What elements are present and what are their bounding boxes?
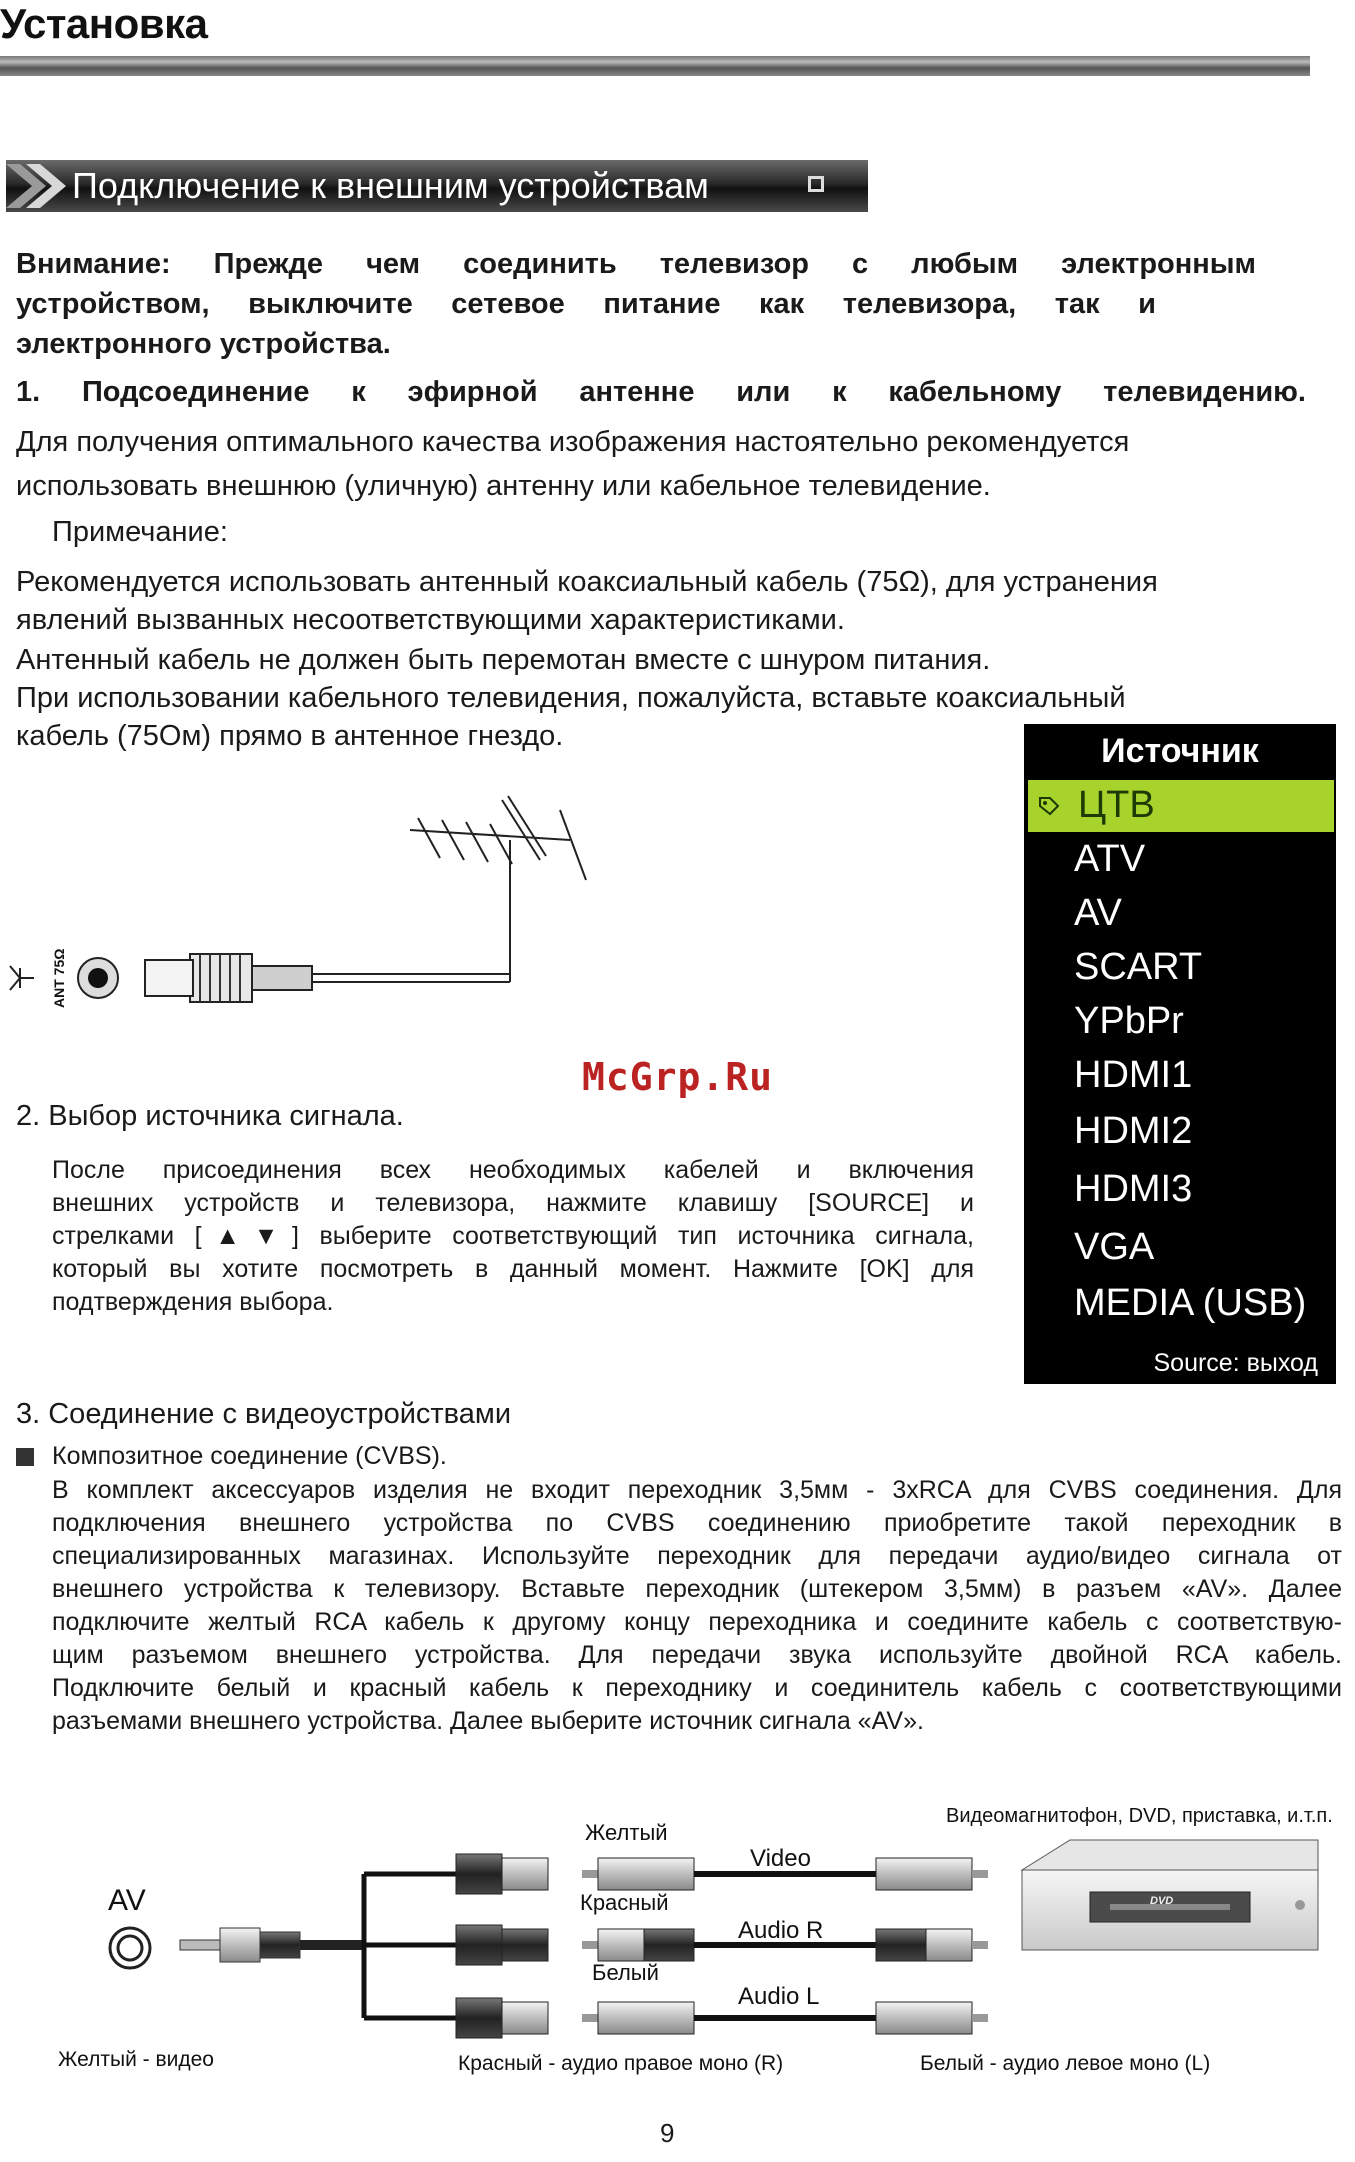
step3-line-4: внешнего устройства к телевизору. Вставьте переходник (штекером 3,5мм) в разъем «AV». Далее xyxy=(52,1575,1342,1603)
step2-line-5: подтверждения выбора. xyxy=(52,1288,334,1316)
step3-heading: 3. Соединение с видеоустройствами xyxy=(16,1398,512,1430)
note-line-5: кабель (75Ом) прямо в антенное гнездо. xyxy=(16,720,564,752)
step2-line-1: После присоединения всех необходимых кабелей и включения xyxy=(52,1156,974,1184)
note-line-1: Рекомендуется использовать антенный коаксиальный кабель (75Ω), для устранения xyxy=(16,566,1158,598)
white-label: Белый xyxy=(592,1960,659,1985)
rca-plug-yellow-left xyxy=(582,1858,694,1890)
chevron-right-icon xyxy=(6,160,66,212)
step2-heading: 2. Выбор источника сигнала. xyxy=(16,1100,404,1132)
av-jack-label: AV xyxy=(108,1884,146,1917)
step1-text-line-2: использовать внешнюю (уличную) антенну или кабельное телевидение. xyxy=(16,470,991,502)
rca-plug-white-left xyxy=(582,2002,694,2034)
watermark: McGrp.Ru xyxy=(582,1055,774,1099)
av-connection-diagram xyxy=(0,1800,1355,2100)
rca-plug-white-right xyxy=(876,2002,988,2034)
step2-line-2: внешних устройств и телевизора, нажмите клавишу [SOURCE] и xyxy=(52,1189,974,1217)
video-label: Video xyxy=(750,1845,811,1872)
step3-line-6: щим разъемом внешнего устройства. Для передачи звука используйте двойной RCA кабель. xyxy=(52,1641,1342,1669)
rca-female-white xyxy=(456,1998,548,2038)
note-line-2: явлений вызванных несоответствующими характеристиками. xyxy=(16,604,845,636)
rca-plug-yellow-right xyxy=(876,1858,988,1890)
yellow-label: Желтый xyxy=(585,1820,668,1845)
warning-line-1: Внимание: Прежде чем соединить телевизор с любым электронным xyxy=(16,248,1256,280)
step3-line-1: В комплект аксессуаров изделия не входит переходник 3,5мм - 3xRCA для CVBS соединения. Для xyxy=(52,1476,1342,1504)
dvd-player-icon xyxy=(1022,1840,1318,1950)
audio-l-label: Audio L xyxy=(738,1983,820,2010)
source-menu-selected-item[interactable] xyxy=(1028,780,1334,832)
rca-female-yellow xyxy=(456,1854,548,1894)
tag-icon xyxy=(1038,796,1060,816)
source-item-ypbpr[interactable]: YPbPr xyxy=(1074,1000,1184,1042)
bullet-square-icon xyxy=(16,1448,34,1466)
step3-line-5: подключите желтый RCA кабель к другому концу переходника и соедините кабель с соответствую- xyxy=(52,1608,1342,1636)
source-menu xyxy=(1024,724,1336,1384)
step1-text-line-1: Для получения оптимального качества изображения настоятельно рекомендуется xyxy=(16,426,1130,458)
ant-label: ANT 75Ω xyxy=(51,948,67,1008)
warning-line-3: электронного устройства. xyxy=(16,328,391,360)
source-item-atv[interactable]: ATV xyxy=(1074,838,1146,880)
red-label: Красный xyxy=(580,1890,669,1915)
source-menu-title: Источник xyxy=(1101,732,1259,770)
caption-red: Красный - аудио правое моно (R) xyxy=(458,2052,784,2075)
source-item-av[interactable]: AV xyxy=(1074,892,1122,934)
rca-plug-red-left xyxy=(582,1929,694,1961)
note-line-3: Антенный кабель не должен быть перемотан вместе с шнуром питания. xyxy=(16,644,991,676)
dvd-logo-text: DVD xyxy=(1150,1895,1174,1907)
page-number: 9 xyxy=(660,2118,675,2148)
section-banner xyxy=(6,160,868,212)
section-title: Подключение к внешним устройствам xyxy=(72,165,709,206)
square-icon xyxy=(808,176,824,192)
caption-white: Белый - аудио левое моно (L) xyxy=(920,2052,1211,2075)
warning-line-2: устройством, выключите сетевое питание как телевизора, так и xyxy=(16,288,1156,320)
audio-r-label: Audio R xyxy=(738,1917,824,1944)
step3-line-3: специализированных магазинах. Используйте переходник для передачи аудио/видео сигнала от xyxy=(52,1542,1342,1570)
antenna-diagram xyxy=(0,790,620,1030)
source-item-hdmi2[interactable]: HDMI2 xyxy=(1074,1110,1193,1152)
source-item-dtv: ЦТВ xyxy=(1078,784,1155,826)
source-item-scart[interactable]: SCART xyxy=(1074,946,1203,988)
av-jack xyxy=(110,1928,150,1968)
step3-bullet: Композитное соединение (CVBS). xyxy=(52,1442,447,1470)
source-item-vga[interactable]: VGA xyxy=(1074,1226,1155,1268)
mini-jack-plug xyxy=(180,1928,364,1962)
rca-plug-red-right xyxy=(876,1929,988,1961)
step2-line-3: стрелками [▲▼] выберите соответствующий тип источника сигнала, xyxy=(52,1222,974,1250)
step3-line-7: Подключите белый и красный кабель к переходнику и соединитель кабель с соответствующими xyxy=(52,1674,1342,1702)
header-rule xyxy=(0,56,1310,76)
source-item-hdmi1[interactable]: HDMI1 xyxy=(1074,1054,1193,1096)
page-title: Установка xyxy=(0,0,208,47)
step3-line-8: разъемами внешнего устройства. Далее выберите источник сигнала «AV». xyxy=(52,1707,924,1735)
device-label: Видеомагнитофон, DVD, приставка, и.т.п. xyxy=(946,1805,1333,1827)
note-line-4: При использовании кабельного телевидения, пожалуйста, вставьте коаксиальный xyxy=(16,682,1126,714)
rca-female-red xyxy=(456,1925,548,1965)
source-item-hdmi3[interactable]: HDMI3 xyxy=(1074,1168,1193,1210)
caption-yellow: Желтый - видео xyxy=(58,2048,214,2071)
step2-line-4: который вы хотите посмотреть в данный момент. Нажмите [OK] для xyxy=(52,1255,974,1283)
step3-line-2: подключения внешнего устройства по CVBS соединению приобретите такой переходник в xyxy=(52,1509,1342,1537)
step1-heading: 1. Подсоединение к эфирной антенне или к кабельному телевидению. xyxy=(16,376,1306,408)
note-label: Примечание: xyxy=(52,516,228,548)
source-item-media-usb[interactable]: MEDIA (USB) xyxy=(1074,1282,1307,1324)
source-menu-footer: Source: выход xyxy=(1153,1349,1318,1377)
